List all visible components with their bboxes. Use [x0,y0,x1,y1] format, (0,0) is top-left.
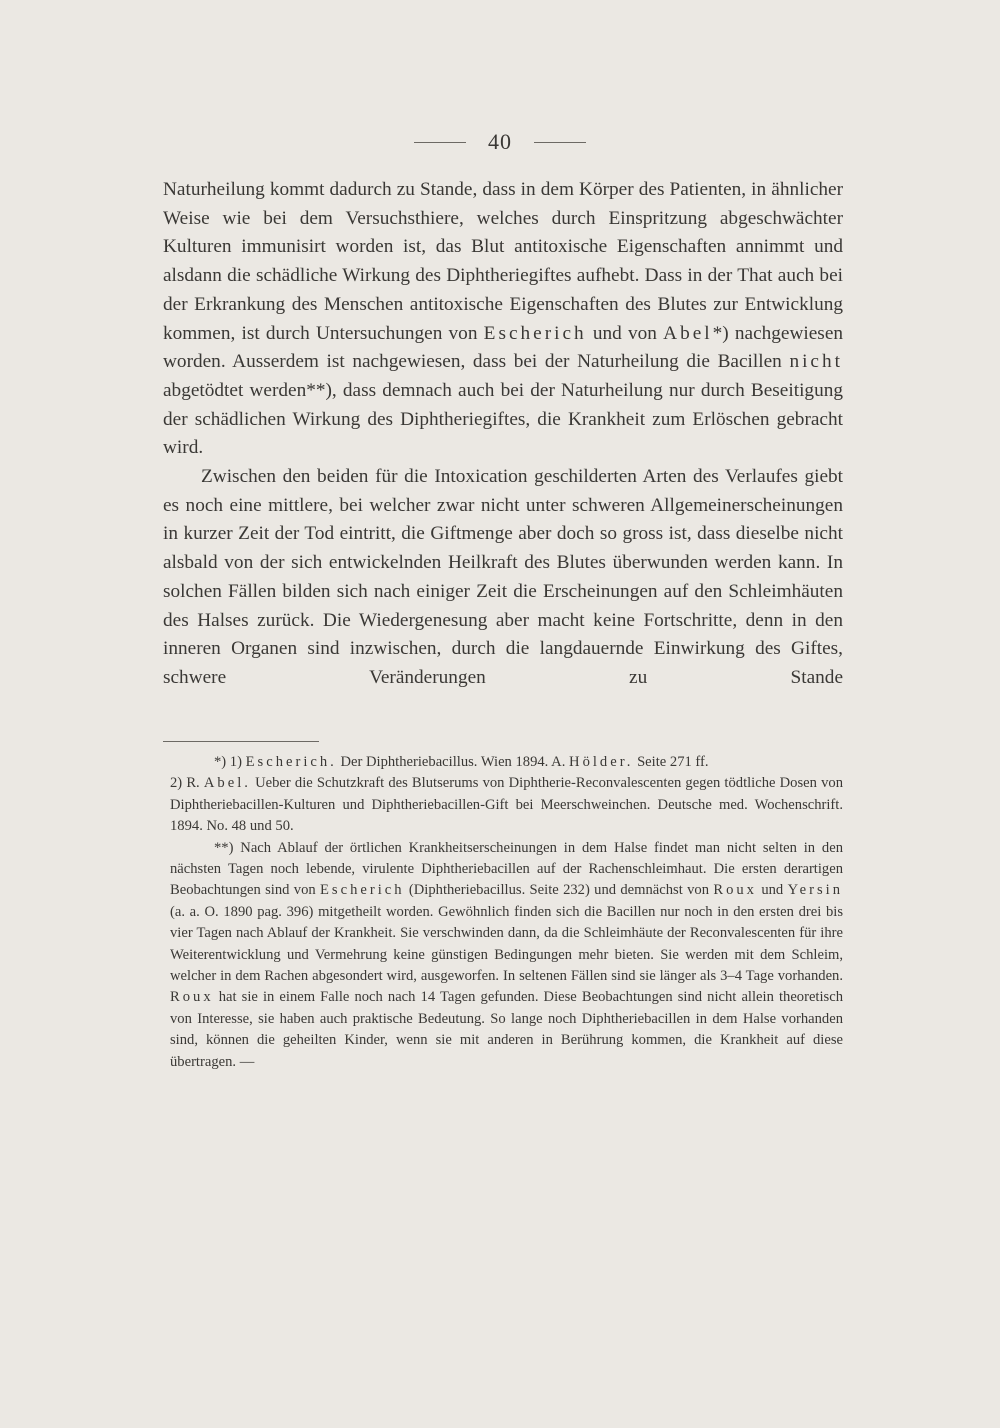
page-number: 40 [488,129,512,154]
footnote-2-author-escherich: Escherich [320,882,405,899]
footnote-author-escherich: Escherich. [245,754,337,770]
footnote-2 [170,838,843,1073]
footnote-2-author-yersin: Yersin [787,882,844,899]
footnote-2-text-e: hat sie in einem Falle noch nach 14 Tagen gefunden. Diese Beobachtungen sind nicht allein theoretisch von Interesse, sie haben auch praktische Bedeutung. So lange noch Diphtheriebacillen in dem Halse vorhanden sind, können die geheilten Kinder, wenn sie mit anderen in Berührung kommen, die Krankheit auf diese übertragen. — [170,989,843,1070]
page-header [0,128,1000,156]
footnote-publisher-hoelder: Hölder. [569,754,634,770]
paragraph-1-text-d: abgetödtet werden**), dass demnach auch bei der Naturheilung nur durch Beseitigung der schädlichen Wirkung des Diphtheriegiftes, die Krankheit zum Erlöschen gebracht wird. [163,379,843,459]
paragraph-1-text-a: Naturheilung kommt dadurch zu Stande, dass in dem Körper des Patienten, in ähnlicher Weise wie bei dem Versuchsthiere, welches durch Einspritzung abgeschwächter Kulturen immunisirt worden ist, das Blut antitoxische Eigenschaften annimmt und alsdann die schädliche Wirkung des Diphtheriegiftes aufhebt. Dass in der That auch bei der Erkrankung des Menschen antitoxische Eigenschaften des Blutes zur Entwicklung kommen, ist durch Untersuchungen von [163,179,843,344]
footnote-2-author-roux: Roux [713,882,757,899]
footnote-2-author-roux-2: Roux [170,989,214,1006]
emphasis-nicht: nicht [789,351,843,373]
author-name-abel: Abel [663,322,713,344]
footnote-1 [170,752,843,838]
paragraph-1-text-b: und von [592,322,657,344]
main-text [163,176,843,693]
footnote-2-text-a: **) Nach Ablauf der örtlichen Krankheitserscheinungen in dem Halse findet man nicht selten in den nächsten Tagen noch lebende, virulente Diphtheriebacillen auf der Rachenschleimhaut. Die ersten derartigen Beobachtungen sind von [170,839,843,899]
paragraph-1-text-c: *) nachgewiesen worden. Ausserdem ist nachgewiesen, dass bei der Naturheilung die Bacillen [163,322,844,373]
footnote-1-text-c: 2) R. [170,775,200,792]
footnote-author-abel: Abel. [203,775,251,792]
footnote-2-text-b: (Diphtheriebacillus. Seite 232) und demnächst von [408,882,710,899]
header-rule-left [414,142,466,143]
header-rule-right [534,142,586,143]
footnote-2-text-c: und [761,882,784,899]
author-name-escherich: Escherich [483,322,587,344]
footnotes [170,752,843,1073]
paragraph-1 [163,176,843,463]
footnote-2-text-d: (a. a. O. 1890 pag. 396) mitgetheilt worden. Gewöhnlich finden sich die Bacillen nur noch in den ersten drei bis vier Tagen nach Ablauf der Krankheit. Sie verschwinden dann, da die Schleimhäute der Reconvalescenten für ihre Weiterentwicklung und Vermehrung keine günstigen Bedingungen mehr bieten. Sie werden mit dem Schleim, welcher in dem Rachen abgesondert wird, ausgeworfen. In seltenen Fällen sind sie länger als 3–4 Tage vorhanden. [170,903,843,985]
footnote-1-text-b: Seite 271 ff. [637,754,709,770]
footnote-1-text-d: Ueber die Schutzkraft des Blutserums von Diphtherie-Reconvalescenten gegen tödtliche Dosen von Diphtheriebacillen-Kulturen und Diphtheriebacillen-Gift bei Meerschweinchen. Deutsche med. Wochenschrift. 1894. No. 48 und 50. [170,775,843,835]
footnote-separator [163,741,319,742]
paragraph-2: Zwischen den beiden für die Intoxication geschilderten Arten des Verlaufes giebt es noch eine mittlere, bei welcher zwar nicht unter schweren Allgemeinerscheinungen in kurzer Zeit der Tod eintritt, die Giftmenge aber doch so gross ist, dass dieselbe nicht alsbald von der sich entwickelnden Heilkraft des Blutes überwunden werden kann. In solchen Fällen bilden sich nach einiger Zeit die Erscheinungen auf den Schleimhäuten des Halses zurück. Die Wiedergenesung aber macht keine Fortschritte, denn in den inneren Organen sind inzwischen, durch die langdauernde Einwirkung des Giftes, schwere Veränderungen zu Stande [163,466,843,688]
footnote-1-text-a: Der Diphtheriebacillus. Wien 1894. A. [340,754,566,770]
footnote-1-marker: *) 1) [214,754,242,770]
